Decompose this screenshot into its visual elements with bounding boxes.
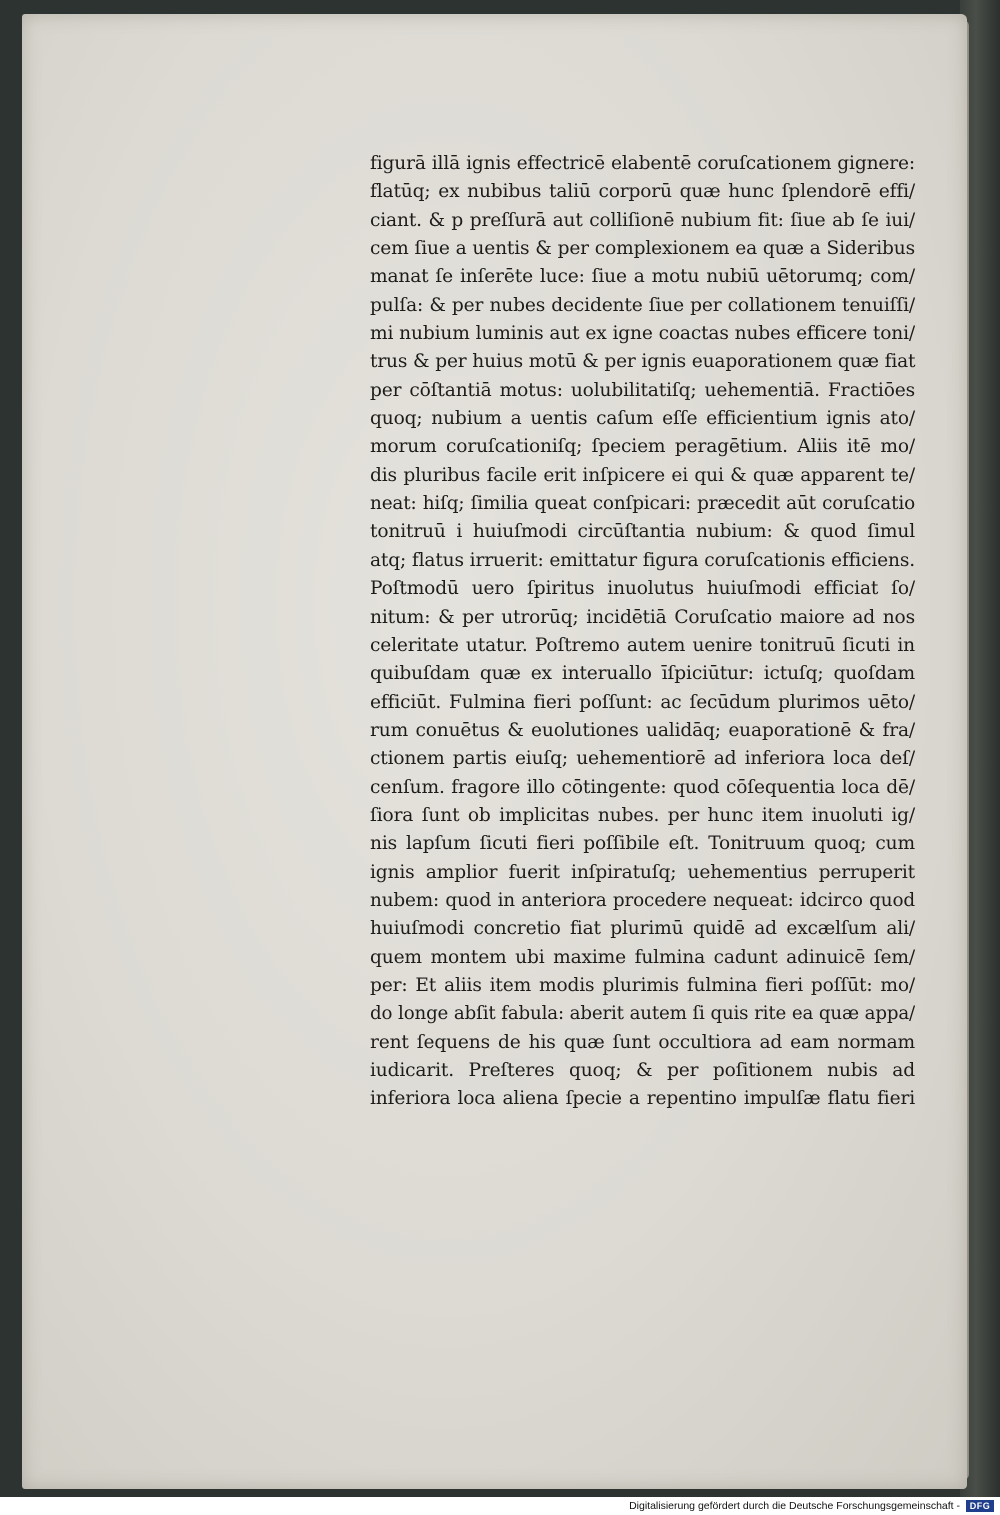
text-line: cem ſiue a uentis & per complexionem ea quæ a Sideribus [370, 238, 915, 260]
text-line: per cōſtantiā motus: uolubilitatiſq; uehementiā. Fractiōes [370, 379, 915, 401]
text-line: dis pluribus facile erit inſpicere ei qui & quæ apparent te/ [370, 464, 915, 486]
text-line: flatūq; ex nubibus taliū corporū quæ hunc ſplendorē effi/ [370, 181, 915, 203]
text-line: efficiūt. Fulmina fieri poſſunt: ac ſecūdum plurimos uēto/ [370, 691, 915, 713]
text-line: inferiora loca aliena ſpecie a repentino impulſæ flatu fieri [370, 1088, 915, 1110]
text-line: ſiora ſunt ob implicitas nubes. per hunc item inuoluti ig/ [370, 804, 915, 826]
text-line: ignis amplior fuerit inſpiratuſq; uehementius perruperit [370, 861, 915, 883]
text-line: quibuſdam quæ ex interuallo īſpiciūtur: ictuſq; quoſdam [370, 663, 915, 685]
text-line: nitum: & per utrorūq; incidētiā Coruſcatio maiore ad nos [370, 606, 915, 628]
text-line: quoq; nubium a uentis caſum eſſe efficientium ignis ato/ [370, 408, 915, 430]
text-line: nubem: quod in anteriora procedere nequeat: idcirco quod [370, 889, 915, 911]
text-line: huiuſmodi concretio fiat plurimū quidē ad excælſum ali/ [370, 918, 915, 940]
text-line: mi nubium luminis aut ex igne coactas nubes efficere toni/ [370, 323, 915, 345]
text-line: cenſum. fragore illo cōtingente: quod cōſequentia loca dē/ [370, 776, 915, 798]
text-line: ctionem partis eiuſq; uehementiorē ad inferiora loca deſ/ [370, 748, 915, 770]
text-line: celeritate utatur. Poſtremo autem uenire tonitruū ſicuti in [370, 634, 915, 656]
text-line: atq; flatus irruerit: emittatur figura coruſcationis efficiens. [370, 549, 915, 571]
text-line: ciant. & p preſſurā aut colliſionē nubium fit: ſiue ab ſe iui/ [370, 209, 915, 231]
text-line: Poſtmodū uero ſpiritus inuolutus huiuſmodi efficiat ſo/ [370, 578, 915, 600]
dfg-logo: DFG [966, 1500, 994, 1512]
text-line: pulſa: & per nubes decidente ſiue per collationem tenuiſſi/ [370, 294, 915, 316]
text-line: quem montem ubi maxime fulmina cadunt adinuicē ſem/ [370, 946, 915, 968]
text-line: trus & per huius motū & per ignis euaporationem quæ fiat [370, 351, 916, 373]
body-text-column [370, 150, 915, 1114]
text-line: tonitruū i huiuſmodi circūſtantia nubium: & quod ſimul [370, 521, 915, 543]
funding-credit: Digitalisierung gefördert durch die Deutsche Forschungsgemeinschaft - [629, 1500, 960, 1512]
text-line: iudicarit. Preſteres quoq; & per poſitionem nubis ad [370, 1060, 915, 1081]
text-line: rent ſequens de his quæ ſunt occultiora ad eam normam [370, 1031, 915, 1053]
text-line: rum conuētus & euolutiones ualidāq; euaporationē & fra/ [370, 719, 915, 741]
text-line: figurā illā ignis effectricē elabentē coruſcationem gignere: [370, 153, 915, 174]
footer-bar [0, 1497, 1000, 1515]
text-line: do longe abſit fabula: aberit autem ſi quis rite ea quæ appa/ [370, 1003, 915, 1025]
text-line: manat ſe inſerēte luce: ſiue a motu nubiū uētorumq; com/ [370, 266, 915, 288]
text-line: nis lapſum ſicuti fieri poſſibile eſt. Tonitruum quoq; cum [370, 833, 915, 855]
text-line: neat: hiſq; ſimilia queat conſpicari: præcedit aūt coruſcatio [370, 493, 915, 515]
text-line: morum coruſcationiſq; ſpeciem peragētium. Aliis itē mo/ [370, 436, 915, 458]
text-line: per: Et aliis item modis plurimis fulmina fieri poſſūt: mo/ [370, 974, 915, 996]
